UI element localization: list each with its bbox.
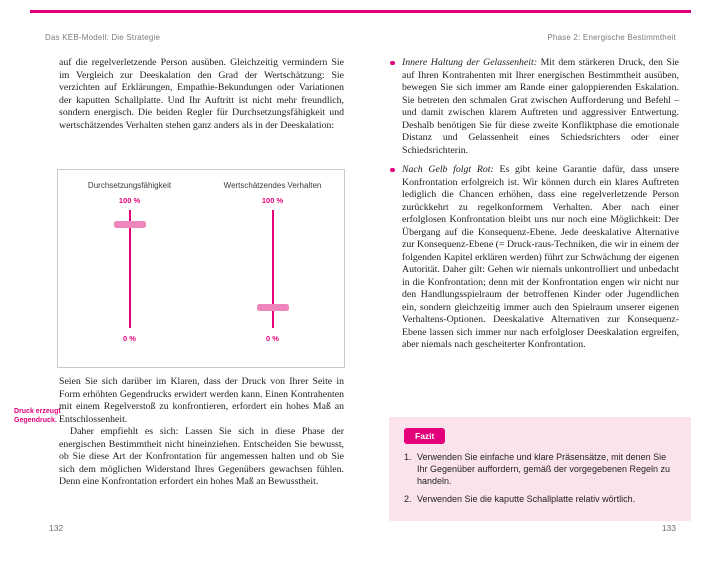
slider-column-durchsetzungsfaehigkeit xyxy=(58,170,201,367)
slider-handle xyxy=(257,304,289,311)
bullet-lead: Nach Gelb folgt Rot: xyxy=(402,164,494,175)
page-number-left: 132 xyxy=(49,523,64,533)
running-head-right: Phase 2: Energische Bestimmtheit xyxy=(547,33,676,42)
fazit-box xyxy=(389,417,691,521)
paragraph-1: auf die regelverletzende Person ausüben. Gleichzeitig vermindern Sie im Vergleich zur Deeskalation den Grad der Wertschätzung: Sie verzichten auf Erklärungen, Empathie-Bekundungen oder Variationen der kaputten Schallplatte. Und Ihr Auftritt ist nicht mehr freundlich, sondern energisch. Die beiden Regler für Durchsetzungsfähigkeit und wertschätzendes Verhalten stehen ganz anders als in der Deeskalation: xyxy=(59,57,344,131)
fazit-item-text: Verwenden Sie die kaputte Schallplatte relativ wörtlich. xyxy=(417,494,636,504)
fazit-item xyxy=(404,451,676,487)
running-head-left: Das KEB-Modell: Die Strategie xyxy=(45,33,161,42)
bullet-icon xyxy=(390,168,395,173)
slider-figure xyxy=(57,169,345,368)
right-page-body xyxy=(389,57,679,359)
margin-note: Druck erzeugt Gegendruck. xyxy=(14,408,61,424)
bullet-text: Es gibt keine Garantie dafür, dass unsere Konfrontation erfolgreich ist. Wir können durch ein klares Auftreten lediglich die Chancen erhöhen, dass eine regelverletzende Person zurückkehrt zu regelkonformem Verhalten. Aber nach einer erfolglosen Konfrontation bleibt uns nur noch eine Möglichkeit: Der Übergang auf die Konsequenz-Ebene. Jede deeskalative Alternative zur Konsequenz-Ebene (= Druck-raus-Techniken, die wir in einem der folgenden Kapitel erklären werden) führt zur Schwächung der eigenen Autorität. Daher gilt: Gehen wir niemals unkontrolliert und unbedacht in die Konfrontation; denn mit der Konfrontation engen wir nicht nur den Handlungsspielraum der betroffenen Kinder oder Jugendlichen ein, sondern gleichzeitig immer auch den Spielraum unserer eigenen Verhaltens-Optionen. Deeskalative Alternativen zur Konsequenz-Ebene lassen sich immer nur nach erfolgloser Deeskalation ergreifen, aber niemals nach gescheiterter Konfrontation. xyxy=(402,164,680,350)
bullet-item xyxy=(389,164,679,352)
bullet-text: Mit dem stärkeren Druck, den Sie auf Ihren Kontrahenten mit Ihrer energischen Bestimmtheit ausüben, bewegen Sie sich immer am Rande einer galoppierenden Eskalation. Sie betreten den schmalen Grat zwischen Aufforderung und Befehl – und damit zwischen klarem Auftreten und aggressiver Entwertung. Deshalb benötigen Sie für diese zweite Konfliktphase die emotionale Distanz und Gelassenheit eines Schiedsrichters oder einer Schiedsrichterin. xyxy=(402,57,680,156)
fazit-item-text: Verwenden Sie einfache und klare Präsensätze, mit denen Sie Ihr Gegenüber auffordern, gemäß der vorgegebenen Regeln zu handeln. xyxy=(417,452,671,486)
paragraph-2: Seien Sie sich darüber im Klaren, dass der Druck von Ihrer Seite in Form erhöhten Gegendrucks erwidert werden kann. Einen Kontrahenten mit einem Regelverstoß zu konfrontieren, erfordert ein hohes Maß an Entschlossenheit. xyxy=(59,376,344,425)
slider-track xyxy=(113,210,147,328)
paragraph-3: Daher empfiehlt es sich: Lassen Sie sich in diese Phase der energischen Bestimmtheit nicht hineinziehen. Entscheiden Sie bewusst, ob Sie diese Art der Konfrontation für angemessen halten und ob Sie sich dem möglichen Widerstand Ihres Gegenübers gewachsen fühlen. Denn eine Konfrontation erfordert ein hohes Maß an Bewusstheit. xyxy=(59,426,344,487)
slider-max-label: 100 % xyxy=(261,196,284,205)
left-page-body-continued xyxy=(59,376,344,489)
bullet-item xyxy=(389,57,679,157)
slider-label: Wertschätzendes Verhalten xyxy=(223,181,322,190)
slider-track xyxy=(256,210,290,328)
left-page-body xyxy=(59,57,344,132)
slider-max-label: 100 % xyxy=(118,196,141,205)
fazit-item xyxy=(404,493,676,505)
fazit-badge: Fazit xyxy=(404,428,445,444)
slider-min-label: 0 % xyxy=(266,334,279,343)
slider-handle xyxy=(114,221,146,228)
top-rule xyxy=(30,10,691,13)
bullet-icon xyxy=(390,61,395,66)
slider-column-wertschaetzendes-verhalten xyxy=(201,170,344,367)
page-number-right: 133 xyxy=(661,523,676,533)
slider-label: Durchsetzungsfähigkeit xyxy=(87,181,172,190)
fazit-item-number: 1. xyxy=(404,452,412,462)
fazit-item-number: 2. xyxy=(404,494,412,504)
slider-min-label: 0 % xyxy=(123,334,136,343)
bullet-lead: Innere Haltung der Gelassenheit: xyxy=(402,57,537,68)
